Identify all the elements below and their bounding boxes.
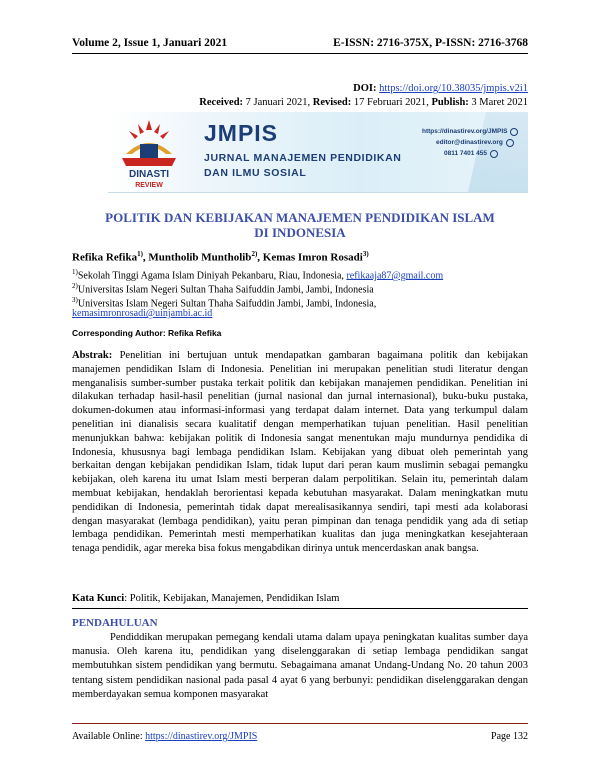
globe-icon xyxy=(510,128,518,136)
keywords-label: Kata Kunci xyxy=(72,593,125,604)
author-sup: 1) xyxy=(137,250,143,258)
affiliation-3-email xyxy=(72,307,212,321)
affiliation-email-link[interactable]: refikaaja87@gmail.com xyxy=(346,270,444,282)
publish-date: 3 Maret 2021 xyxy=(471,97,528,108)
affiliation-sup: 3) xyxy=(72,296,78,304)
intro-paragraph xyxy=(72,631,528,702)
journal-name-line1: JURNAL MANAJEMEN PENDIDIKAN xyxy=(204,152,402,164)
footer-journal-link[interactable]: https://dinastirev.org/JMPIS xyxy=(145,731,258,742)
journal-short-name: JMPIS xyxy=(204,120,279,146)
paper-title-line2: DI INDONESIA xyxy=(254,225,346,240)
journal-name-line2: DAN ILMU SOSIAL xyxy=(204,167,307,179)
dates-line: Received: 7 Januari 2021, Revised: 17 Februari 2021, Publish: 3 Maret 2021 xyxy=(199,97,528,108)
affiliation-email-link[interactable]: kemasimronrosadi@uinjambi.ac.id xyxy=(72,308,213,319)
affiliation-sup: 1) xyxy=(72,268,78,276)
footer-available-label: Available Online: xyxy=(72,731,143,742)
running-header-volume: Volume 2, Issue 1, Januari 2021 xyxy=(72,37,228,49)
doi-label: DOI: xyxy=(353,83,377,94)
affiliation-sup: 2) xyxy=(72,282,78,290)
corresponding-author: Corresponding Author: Refika Refika xyxy=(72,328,222,338)
logo-subtext: REVIEW xyxy=(135,182,163,189)
running-header-issn: E-ISSN: 2716-375X, P-ISSN: 2716-3768 xyxy=(333,37,528,49)
page-number: Page 132 xyxy=(491,731,528,742)
dinasti-logo-icon xyxy=(110,114,188,190)
received-date: 7 Januari 2021 xyxy=(245,97,308,108)
author-name: Kemas Imron Rosadi xyxy=(262,251,363,264)
affiliation-text: Sekolah Tinggi Agama Islam Diniyah Pekanbaru, Riau, Indonesia, xyxy=(77,270,344,282)
affiliation-text: Universitas Islam Negeri Sultan Thaha Saifuddin Jambi, Jambi, Indonesia, xyxy=(77,298,377,310)
keywords-divider xyxy=(72,608,528,609)
contact-phone: 0811 7401 455 xyxy=(444,150,488,157)
author-sup: 3) xyxy=(362,250,369,258)
doi-line xyxy=(353,83,528,94)
section-heading: PENDAHULUAN xyxy=(72,617,158,629)
received-label: Received: xyxy=(199,97,244,108)
keywords-line xyxy=(72,593,339,604)
journal-banner xyxy=(108,112,528,193)
contact-email[interactable]: editor@dinastirev.org xyxy=(436,139,503,146)
paper-title-line1: POLITIK DAN KEBIJAKAN MANAJEMEN PENDIDIKAN ISLAM xyxy=(105,210,495,225)
footer-availability xyxy=(72,731,257,742)
abstract xyxy=(72,349,528,556)
author-sup: 2) xyxy=(251,250,258,258)
logo-text: DINASTI xyxy=(129,169,169,180)
contact-web[interactable]: https://dinastirev.org/JMPIS xyxy=(422,128,508,135)
intro-text: Pendiddikan merupakan pemegang kendali utama dalam upaya peningkatan kualitas sumber daya manusia. Oleh karena itu, pendidikan yang diselenggarakan di setiap lembaga pendidikan sangat membutuhkan sistem pendidikan yang bermutu. Sebagaimana amanat Undang-Undang No. 20 tahun 2003 tentang sistem pendidikan nasional pada pasal 4 ayat 6 yang berbunyi: pendidikan diselenggarakan dengan memberdayakan semua komponen masyarakat xyxy=(72,632,528,700)
author-list: Refika Refika$^{1)}$, Muntholib Muntholib$^{2)}$, Kemas Imron Rosadi$^{3)}$ xyxy=(72,250,369,264)
paper-title xyxy=(72,210,528,240)
publish-label: Publish: xyxy=(431,97,469,108)
abstract-label: Abstrak: xyxy=(72,350,113,361)
affiliation-text: Universitas Islam Negeri Sultan Thaha Saifuddin Jambi, Jambi, Indonesia xyxy=(77,284,374,296)
header-divider xyxy=(72,53,528,54)
revised-date: 17 Februari 2021 xyxy=(353,97,427,108)
mail-icon xyxy=(506,139,514,147)
whatsapp-icon xyxy=(490,150,498,158)
keywords-text: : Politik, Kebijakan, Manajemen, Pendidikan Islam xyxy=(124,593,340,604)
abstract-text: Penelitian ini bertujuan untuk mendapatkan gambaran bagaimana politik dan kebijakan manajemen pendidikan Islam di Indonesia. Penelitian ini merupakan penelitian studi literatur dengan menganalisis sumber-sumber pustaka terkait politik dan kebijakan manajemen pendidikan. Penelitian ini dilakukan terhadap hasil-hasil penelitian (jurnal nasional dan jurnal internasional), buku-buku pustaka, dokumen-dokumen atau informasi-informasi yang terdapat dalam internet. Data yang terkumpul dalam penelitian ini dianalisis secara kualitatif dengan memperhatikan tujuan penelitian. Hasil penelitian menunjukkan bahwa: kebijakan politik di Indonesia sangat menentukan maju mundurnya pendidika di Indonesia, khususnya bagi lembaga pendidikan Islam. Kebijakan yang dibuat oleh pemerintah yang berkaitan dengan kebijakan pendidikan Islam, tidak luput dari peran kaum muslimin sebagai pemangku kebijakan, oleh karena itu umat Islam mesti berperan dalam perpolitikan. Selain itu, pemerintah dalam membuat kebijakan, hendaklah berorientasi kepada kebutuhan masyarakat. Dalam meningkatkan mutu pendidikan di Indonesia, pemerintah tidak dapat merealisasikannya sendiri, tapi mesti ada kolaborasi dengan masyarakat (lembaga pendidikan), yaitu peran pimpinan dan tenaga pendidik yang ada di setiap lembaga pendidikan. Pemerintah mesti memperhatikan kualitas dan juga meningkatkan kesejahteraan tenaga pendidik, agar mereka bisa fokus mengabdikan dirinya untuk mencerdaskan anak bangsa. xyxy=(72,350,529,555)
revised-label: Revised: xyxy=(312,97,352,108)
author-name: Refika Refika xyxy=(72,251,138,264)
author-name: Muntholib Muntholib xyxy=(148,251,252,264)
footer-divider xyxy=(72,723,528,724)
doi-link[interactable]: https://doi.org/10.38035/jmpis.v2i1 xyxy=(379,83,528,94)
banner-contact-block xyxy=(422,126,518,159)
